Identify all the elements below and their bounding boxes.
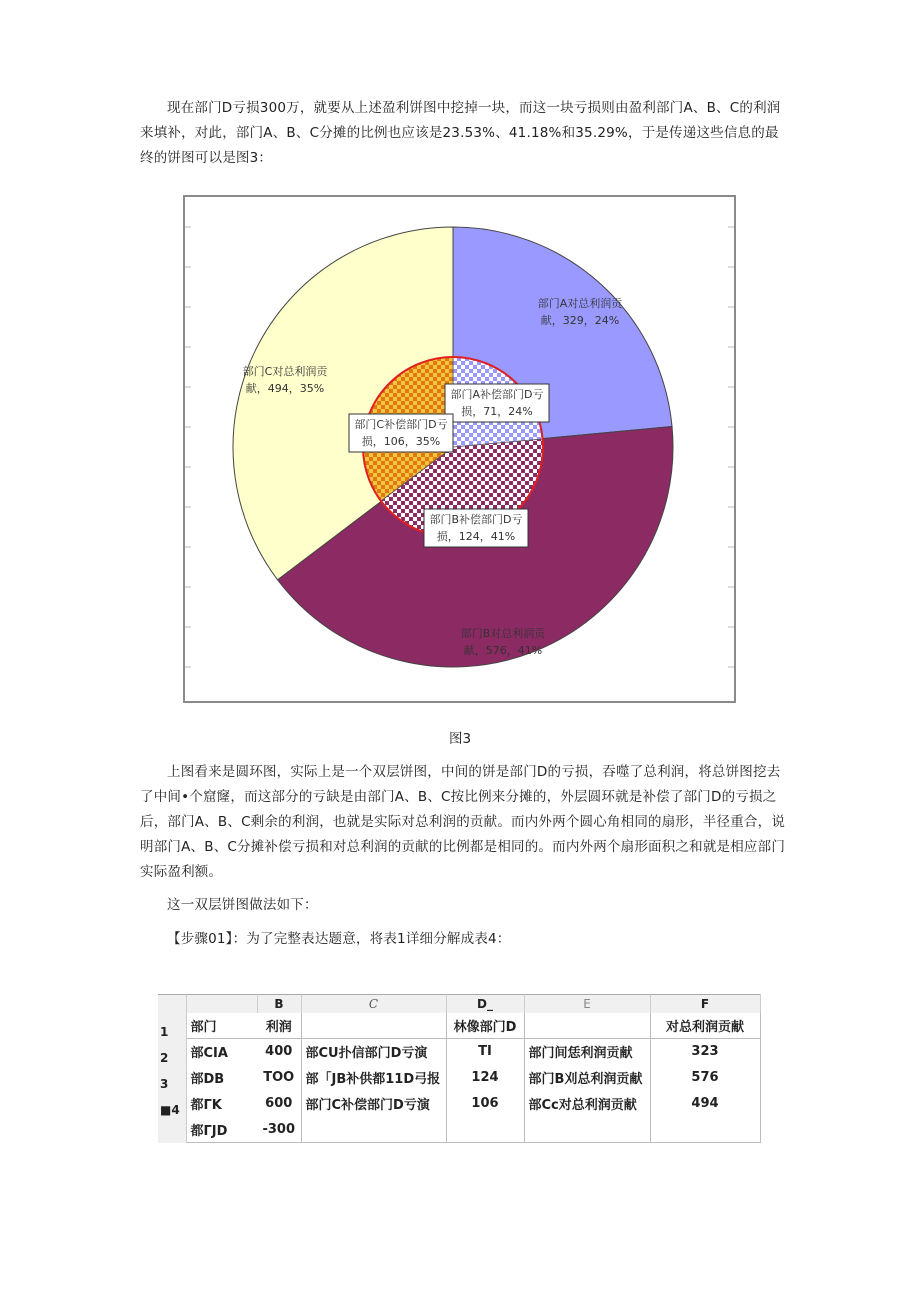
- sheet-cell[interactable]: [524, 1013, 650, 1039]
- sheet-cell[interactable]: 都ΓK: [190, 1098, 222, 1113]
- sheet-cell[interactable]: [446, 1117, 524, 1143]
- col-header-a[interactable]: [186, 995, 257, 1013]
- col-header-b[interactable]: B: [257, 995, 301, 1013]
- row-number[interactable]: 1: [158, 1013, 186, 1039]
- row-number[interactable]: 3: [158, 1065, 186, 1091]
- col-header-e[interactable]: E: [524, 995, 650, 1013]
- sheet-cell[interactable]: 利润: [257, 1013, 301, 1039]
- corner-cell[interactable]: [158, 995, 186, 1013]
- data-label-text: 部门C补偿部门D亏: [354, 418, 448, 431]
- sheet-row: [158, 1091, 760, 1117]
- sheet-row: [158, 1117, 760, 1143]
- sheet-cell[interactable]: 部门B刈总利润贡献: [524, 1065, 650, 1091]
- data-label-text: 献，329，24%: [540, 314, 620, 327]
- sheet-cell[interactable]: 对总利润贡献: [650, 1013, 760, 1039]
- col-header-c[interactable]: C: [301, 995, 446, 1013]
- sheet-cell[interactable]: 576: [650, 1065, 760, 1091]
- sheet-cell[interactable]: 部Cc对总利润贡献: [524, 1091, 650, 1117]
- sheet-cell[interactable]: 都ΓJD: [186, 1117, 257, 1143]
- sheet-cell[interactable]: 部CIA: [190, 1046, 228, 1062]
- sheet-cell[interactable]: 600: [257, 1091, 301, 1117]
- sheet-cell[interactable]: [650, 1117, 760, 1143]
- inner-slice-label: [445, 384, 549, 422]
- sheet-cell[interactable]: 部门间恁利润贡献: [524, 1039, 650, 1065]
- sheet-cell[interactable]: [301, 1013, 446, 1039]
- intro-paragraph: 现在部门D亏损300万，就要从上述盈利饼图中挖掉一块，而这一块亏损则由盈利部门A、B、C的利润来填补，对此，部门A、B、C分摊的比例也应该是23.53%、41.18%和35.29%，于是传递这些信息的最终的饼图可以是图3：: [140, 100, 781, 166]
- data-label-text: 部门A对总利润贡: [537, 297, 623, 310]
- sheet-cell[interactable]: -300: [257, 1117, 301, 1143]
- row-number[interactable]: ■4: [158, 1091, 186, 1117]
- sheet-cell[interactable]: 494: [650, 1091, 760, 1117]
- pie-chart-frame: [183, 195, 736, 703]
- data-label-text: 部门B对总利润贡: [460, 627, 546, 640]
- sheet-cell[interactable]: 部「JB补供都11D弓报: [301, 1065, 446, 1091]
- inner-slice-label: [349, 414, 453, 452]
- sheet-cell[interactable]: TOO: [257, 1065, 301, 1091]
- explain-paragraph: 上图看来是圆环图，实际上是一个双层饼图，中间的饼是部门D的亏损，吞噬了总利润，将总饼图挖去了中间•个窟窿，而这部分的亏缺是由部门A、B、C按比例来分摊的，外层圆环就是补偿了部门D的亏损之后，部门A、B、C剩余的利润，也就是实际对总利润的贡献。而内外两个圆心角相同的扇形，半径重合，说明部门A、B、C分摊补偿亏损和对总利润的贡献的比例都是相同的。而内外两个扇形面积之和就是相应部门实际盈利额。: [140, 764, 786, 880]
- data-label-text: 部门B补偿部门D亏: [429, 513, 523, 526]
- data-label-text: 损，124，41%: [436, 530, 516, 543]
- sheet-cell[interactable]: 部门C补偿部门D亏演: [301, 1091, 446, 1117]
- sheet-cell[interactable]: 323: [650, 1039, 760, 1065]
- sheet-cell[interactable]: 部门: [186, 1013, 257, 1039]
- sheet-row: [158, 1065, 760, 1091]
- sheet-cell[interactable]: 林像部门D: [446, 1013, 524, 1039]
- sheet-cell[interactable]: [524, 1117, 650, 1143]
- sheet-cell[interactable]: 124: [446, 1065, 524, 1091]
- column-header-row: [158, 995, 760, 1013]
- inner-slice-label: [424, 509, 528, 547]
- sheet-cell[interactable]: [301, 1117, 446, 1143]
- sheet-cell[interactable]: 部DB: [190, 1072, 225, 1087]
- method-paragraph: 这一双层饼图做法如下：: [167, 897, 318, 913]
- col-header-f[interactable]: F: [650, 995, 760, 1013]
- data-label-text: 献，576，41%: [463, 644, 543, 657]
- step-paragraph: 【步骤01】：为了完整表达题意，将表1详细分解成表4：: [167, 931, 511, 947]
- sheet-cell[interactable]: 400: [257, 1039, 301, 1065]
- data-label-text: 损，106，35%: [361, 435, 441, 448]
- sheet-cell[interactable]: 部CU扑信部门D亏演: [301, 1039, 446, 1065]
- sheet-cell[interactable]: TI: [446, 1039, 524, 1065]
- col-header-d[interactable]: D_: [446, 995, 524, 1013]
- figure-caption: 图3: [448, 731, 472, 747]
- data-label-text: 部门A补偿部门D亏: [450, 388, 544, 401]
- double-pie-chart: [185, 197, 734, 701]
- sheet-cell[interactable]: 106: [446, 1091, 524, 1117]
- row-number[interactable]: 2: [158, 1039, 186, 1065]
- spreadsheet-table: [158, 994, 761, 1143]
- row-number[interactable]: [158, 1117, 186, 1143]
- data-label-text: 献，494，35%: [245, 382, 325, 395]
- sheet-row: [158, 1039, 760, 1065]
- data-label-text: 部门C对总利润贡: [242, 365, 328, 378]
- data-label-text: 损，71，24%: [461, 405, 533, 418]
- sheet-row: [158, 1013, 760, 1039]
